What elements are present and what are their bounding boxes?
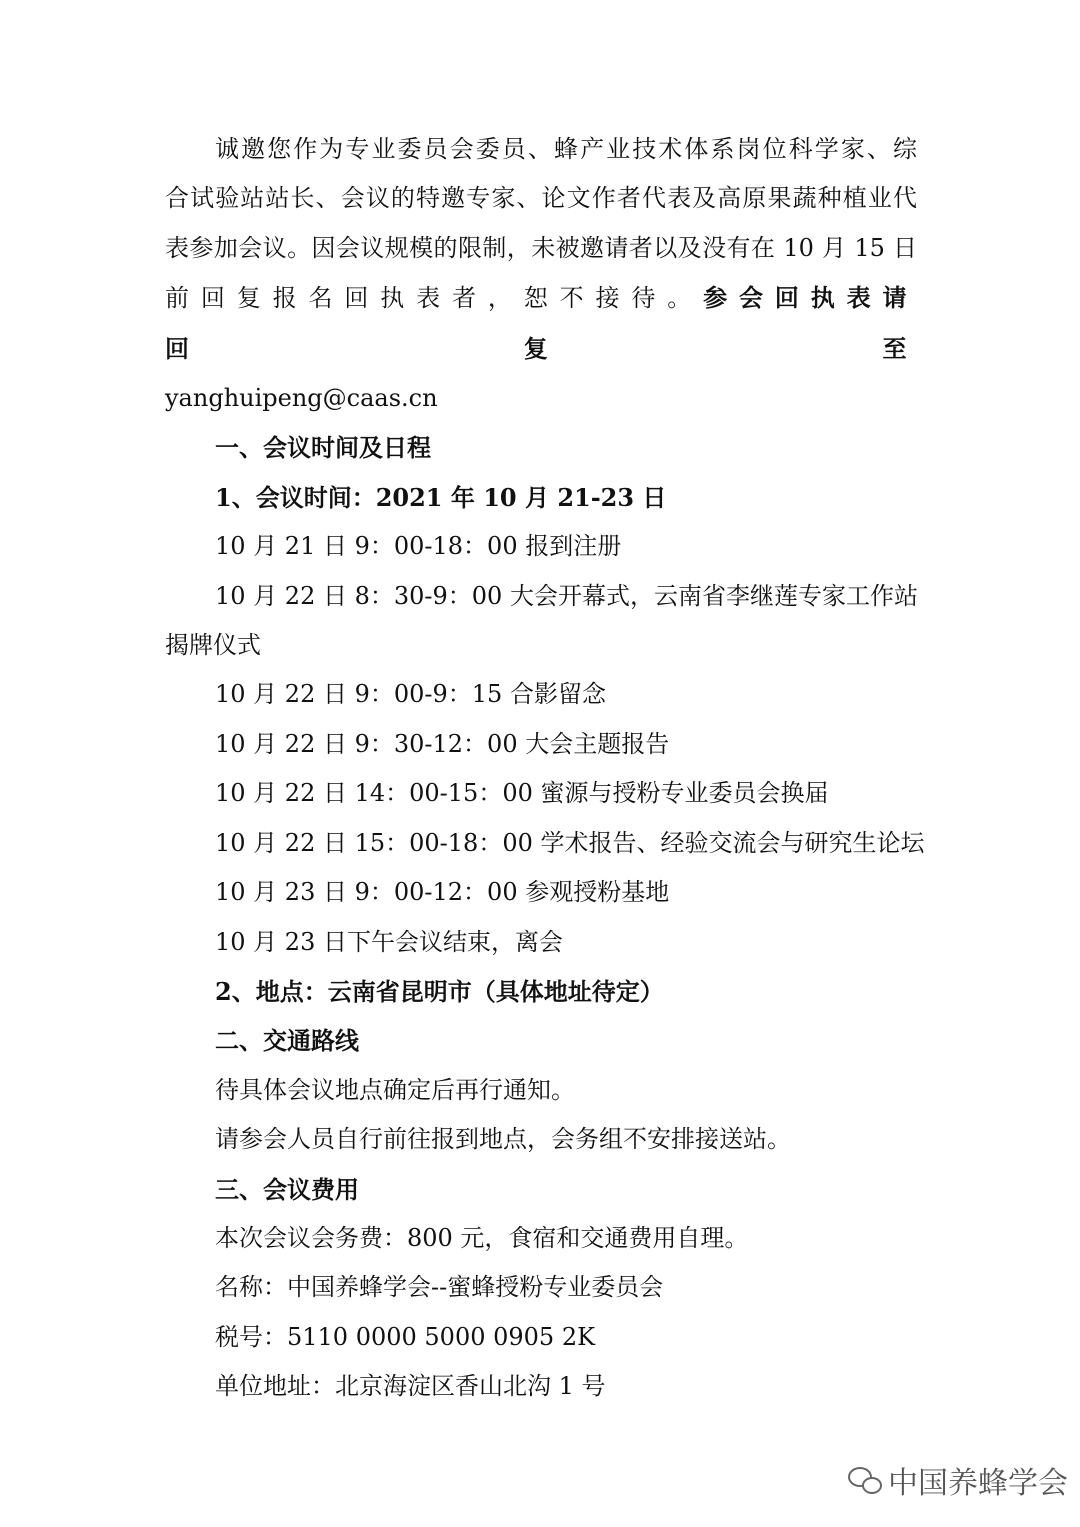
schedule-item: 10 月 21 日 9：00-18：00 报到注册 [215,532,622,561]
intro-paragraph [165,125,917,374]
email-address[interactable]: yanghuipeng@caas.cn [165,384,438,413]
meeting-location: 2、地点：云南省昆明市（具体地址待定） [215,976,664,1006]
wechat-icon [848,1465,882,1495]
schedule-item: 10 月 22 日 14：00-15：00 蜜源与授粉专业委员会换届 [215,779,829,808]
transport-line: 待具体会议地点确定后再行通知。 [215,1075,575,1104]
section3-heading: 三、会议费用 [215,1174,359,1204]
watermark [848,1450,1068,1510]
fee-line: 名称：中国养蜂学会--蜜蜂授粉专业委员会 [215,1273,664,1302]
fee-line: 单位地址：北京海淀区香山北沟 1 号 [215,1372,606,1401]
section1-heading: 一、会议时间及日程 [215,433,431,463]
section2-heading: 二、交通路线 [215,1026,359,1056]
document-body [165,125,925,1412]
intro-line-4-bold: 参会回执表请回复至 [165,283,917,363]
intro-line-4-text: 前回复报名回执表者，恕不接待。 [165,284,704,313]
watermark-text: 中国养蜂学会 [888,1466,1068,1501]
schedule-item: 10 月 23 日下午会议结束，离会 [215,927,563,956]
schedule-item: 10 月 23 日 9：00-12：00 参观授粉基地 [215,878,670,907]
meeting-time: 1、会议时间：2021 年 10 月 21-23 日 [215,482,667,512]
schedule-item: 10 月 22 日 8：30-9：00 大会开幕式，云南省李继莲专家工作站 [215,581,918,610]
intro-line-1: 诚邀您作为专业委员会委员、蜂产业技术体系岗位科学家、综 [215,135,917,163]
intro-line-4 [165,273,917,374]
schedule-item: 10 月 22 日 9：00-9：15 合影留念 [215,680,606,709]
schedule-item: 10 月 22 日 9：30-12：00 大会主题报告 [215,729,670,758]
intro-line-2: 合试验站站长、会议的特邀专家、论文作者代表及高原果蔬种植业代 [165,184,917,213]
schedule-item-continued: 揭牌仪式 [165,631,261,660]
schedule-item: 10 月 22 日 15：00-18：00 学术报告、经验交流会与研究生论坛 [215,828,925,857]
fee-line: 本次会议会务费：800 元，食宿和交通费用自理。 [215,1223,749,1252]
transport-line: 请参会人员自行前往报到地点，会务组不安排接送站。 [215,1125,791,1154]
intro-line-3: 表参加会议。因会议规模的限制，未被邀请者以及没有在 10 月 15 日 [165,233,917,262]
fee-line: 税号：5110 0000 5000 0905 2K [215,1322,596,1351]
